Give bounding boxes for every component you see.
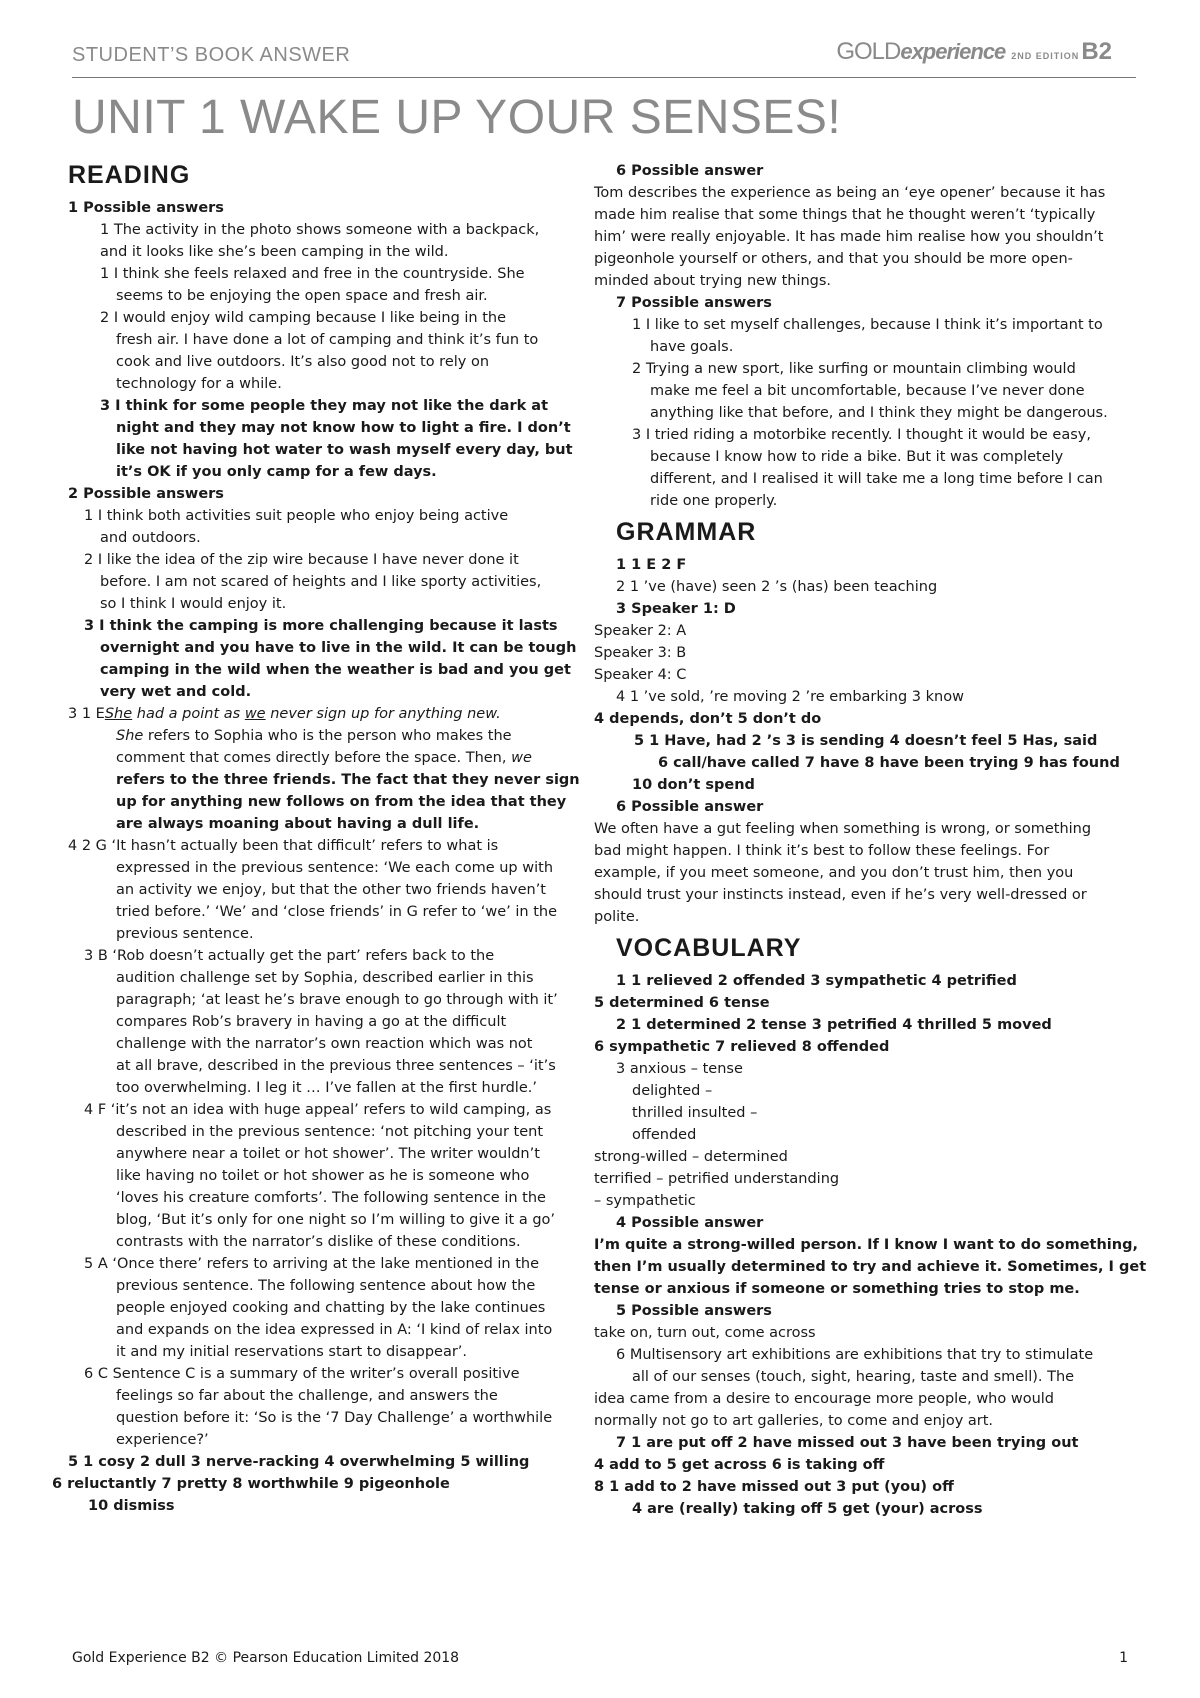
- answer-line: cook and live outdoors. It’s also good not to rely on: [116, 354, 490, 370]
- answer-line: 1 I like to set myself challenges, because I think it’s important to: [632, 317, 1103, 333]
- answer-line: 1 1 relieved 2 offended 3 sympathetic 4 petrified: [616, 973, 1017, 989]
- answer-line: described in the previous sentence: ‘not pitching your tent: [116, 1124, 544, 1140]
- answer-line: 2 1 ’ve (have) seen 2 ’s (has) been teaching: [616, 579, 938, 595]
- answer-line: delighted –: [632, 1083, 713, 1099]
- answer-line: 2 Possible answers: [68, 486, 224, 502]
- page-number: 1: [1119, 1650, 1128, 1666]
- answer-line: an activity we enjoy, but that the other two friends haven’t: [116, 882, 546, 898]
- answer-line: 3 anxious – tense: [616, 1061, 743, 1077]
- brand-level: B2: [1081, 38, 1112, 65]
- answer-line: 6 reluctantly 7 pretty 8 worthwhile 9 pigeonhole: [52, 1476, 450, 1492]
- answer-line: challenge with the narrator’s own reaction which was not: [116, 1036, 533, 1052]
- answer-line: She refers to Sophia who is the person who makes the: [116, 728, 512, 744]
- answer-line: 4 add to 5 get across 6 is taking off: [594, 1457, 885, 1473]
- answer-line: pigeonhole yourself or others, and that you should be more open-: [594, 251, 1073, 267]
- answer-line: 3 I think for some people they may not like the dark at: [100, 398, 549, 414]
- answer-line: 2 I like the idea of the zip wire because I have never done it: [84, 552, 519, 568]
- answer-line: idea came from a desire to encourage more people, who would: [594, 1391, 1054, 1407]
- vocabulary-heading: VOCABULARY: [616, 934, 802, 962]
- answer-line: too overwhelming. I leg it … I’ve fallen at the first hurdle.’: [116, 1080, 537, 1096]
- answer-line: overnight and you have to live in the wild. It can be tough: [100, 640, 577, 656]
- answer-line: 4 2 G ‘It hasn’t actually been that difficult’ refers to what is: [68, 838, 499, 854]
- answer-line: technology for a while.: [116, 376, 282, 392]
- answer-line: 3 B ‘Rob doesn’t actually get the part’ refers back to the: [84, 948, 495, 964]
- answer-line: different, and I realised it will take me a long time before I can: [650, 471, 1103, 487]
- brand-edition: 2ND EDITION: [1011, 51, 1080, 61]
- answer-line: and it looks like she’s been camping in the wild.: [100, 244, 449, 260]
- answer-line: 6 C Sentence C is a summary of the writer’s overall positive: [84, 1366, 520, 1382]
- answer-line: people enjoyed cooking and chatting by the lake continues: [116, 1300, 546, 1316]
- answer-line: Speaker 2: A: [594, 623, 687, 639]
- answer-line: 5 A ‘Once there’ refers to arriving at the lake mentioned in the: [84, 1256, 540, 1272]
- answer-line: 3 1 EShe had a point as we never sign up for anything new.: [68, 706, 501, 722]
- answer-line: 6 call/have called 7 have 8 have been trying 9 has found: [658, 755, 1120, 771]
- answer-line: make me feel a bit uncomfortable, because I’ve never done: [650, 383, 1085, 399]
- answer-line: have goals.: [650, 339, 734, 355]
- answer-line: 10 dismiss: [88, 1498, 175, 1514]
- answer-line: anywhere near a toilet or hot shower’. The writer wouldn’t: [116, 1146, 540, 1162]
- answer-line: very wet and cold.: [100, 684, 252, 700]
- answer-line: it’s OK if you only camp for a few days.: [116, 464, 437, 480]
- answer-line: thrilled insulted –: [632, 1105, 758, 1121]
- answer-line: expressed in the previous sentence: ‘We each come up with: [116, 860, 554, 876]
- answer-line: 5 Possible answers: [616, 1303, 772, 1319]
- right-column: [594, 160, 1147, 1520]
- answer-line: 10 don’t spend: [632, 777, 755, 793]
- grammar-heading: GRAMMAR: [616, 518, 757, 546]
- answer-line: audition challenge set by Sophia, described earlier in this: [116, 970, 534, 986]
- answer-line: previous sentence.: [116, 926, 254, 942]
- answer-line: night and they may not know how to light a fire. I don’t: [116, 420, 571, 436]
- answer-line: Speaker 3: B: [594, 645, 687, 661]
- answer-line: We often have a gut feeling when something is wrong, or something: [594, 821, 1092, 837]
- answer-line: – sympathetic: [594, 1193, 696, 1209]
- answer-line: him’ were really enjoyable. It has made him realise how you shouldn’t: [594, 229, 1104, 245]
- answer-line: 2 I would enjoy wild camping because I like being in the: [100, 310, 507, 326]
- answer-line: 3 I tried riding a motorbike recently. I thought it would be easy,: [632, 427, 1091, 443]
- answer-line: are always moaning about having a dull life.: [116, 816, 480, 832]
- answer-line: before. I am not scared of heights and I like sporty activities,: [100, 574, 542, 590]
- answer-line: 4 Possible answer: [616, 1215, 764, 1231]
- brand-experience: experience: [900, 39, 1006, 64]
- answer-line: paragraph; ‘at least he’s brave enough to go through with it’: [116, 992, 558, 1008]
- answer-line: Speaker 4: C: [594, 667, 687, 683]
- left-column: [52, 155, 582, 1517]
- answer-line: 8 1 add to 2 have missed out 3 put (you) off: [594, 1479, 954, 1495]
- header-label: STUDENT’S BOOK ANSWER: [72, 44, 351, 66]
- answer-line: fresh air. I have done a lot of camping and think it’s fun to: [116, 332, 539, 348]
- answer-line: 2 Trying a new sport, like surfing or mountain climbing would: [632, 361, 1076, 377]
- answer-line: like having no toilet or hot shower as he is someone who: [116, 1168, 530, 1184]
- answer-line: it and my initial reservations start to disappear’.: [116, 1344, 468, 1360]
- answer-line: ride one properly.: [650, 493, 778, 509]
- answer-line: 4 depends, don’t 5 don’t do: [594, 711, 822, 727]
- brand-logo: [836, 38, 1112, 66]
- answer-line: comment that comes directly before the space. Then, we: [116, 750, 532, 766]
- answer-line: tense or anxious if someone or something tries to stop me.: [594, 1281, 1080, 1297]
- answer-line: I’m quite a strong-willed person. If I know I want to do something,: [594, 1237, 1138, 1253]
- answer-line: because I know how to ride a bike. But it was completely: [650, 449, 1064, 465]
- answer-line: contrasts with the narrator’s dislike of these conditions.: [116, 1234, 521, 1250]
- footer-copyright: Gold Experience B2 © Pearson Education Limited 2018: [72, 1650, 460, 1666]
- answer-line: 4 F ‘it’s not an idea with huge appeal’ refers to wild camping, as: [84, 1102, 552, 1118]
- answer-line: Tom describes the experience as being an ‘eye opener’ because it has: [594, 185, 1106, 201]
- answer-line: all of our senses (touch, sight, hearing, taste and smell). The: [632, 1369, 1075, 1385]
- answer-line: normally not go to art galleries, to come and enjoy art.: [594, 1413, 994, 1429]
- answer-line: then I’m usually determined to try and achieve it. Sometimes, I get: [594, 1259, 1147, 1275]
- answer-line: 5 determined 6 tense: [594, 995, 770, 1011]
- answer-line: so I think I would enjoy it.: [100, 596, 287, 612]
- answer-line: experience?’: [116, 1432, 209, 1448]
- answer-line: like not having hot water to wash myself every day, but: [116, 442, 573, 458]
- brand-gold: GOLD: [836, 38, 901, 65]
- answer-line: 7 Possible answers: [616, 295, 772, 311]
- answer-line: blog, ‘But it’s only for one night so I’m willing to give it a go’: [116, 1212, 556, 1228]
- answer-line: 6 Possible answer: [616, 799, 764, 815]
- answer-line: 6 sympathetic 7 relieved 8 offended: [594, 1039, 890, 1055]
- answer-line: 4 are (really) taking off 5 get (your) across: [632, 1501, 983, 1517]
- answer-line: 4 1 ’ve sold, ’re moving 2 ’re embarking 3 know: [616, 689, 964, 705]
- answer-line: 6 Possible answer: [616, 163, 764, 179]
- answer-line: and outdoors.: [100, 530, 201, 546]
- answer-line: should trust your instincts instead, even if he’s very well-dressed or: [594, 887, 1087, 903]
- answer-line: at all brave, described in the previous three sentences – ‘it’s: [116, 1058, 556, 1074]
- answer-line: 5 1 Have, had 2 ’s 3 is sending 4 doesn’t feel 5 Has, said: [634, 733, 1098, 749]
- answer-line: feelings so far about the challenge, and answers the: [116, 1388, 498, 1404]
- answer-line: refers to the three friends. The fact that they never sign: [116, 772, 580, 788]
- answer-line: 2 1 determined 2 tense 3 petrified 4 thrilled 5 moved: [616, 1017, 1052, 1033]
- unit-title: UNIT 1 WAKE UP YOUR SENSES!: [72, 91, 842, 144]
- answer-line: 3 Speaker 1: D: [616, 601, 736, 617]
- answer-line: example, if you meet someone, and you don’t trust him, then you: [594, 865, 1074, 881]
- answer-line: 7 1 are put off 2 have missed out 3 have been trying out: [616, 1435, 1079, 1451]
- answer-line: tried before.’ ‘We’ and ‘close friends’ in G refer to ‘we’ in the: [116, 904, 558, 920]
- answer-line: and expands on the idea expressed in A: ‘I kind of relax into: [116, 1322, 553, 1338]
- answer-line: camping in the wild when the weather is bad and you get: [100, 662, 571, 678]
- answer-line: take on, turn out, come across: [594, 1325, 816, 1341]
- header-divider: [72, 77, 1136, 78]
- answer-line: bad might happen. I think it’s best to follow these feelings. For: [594, 843, 1050, 859]
- answer-line: previous sentence. The following sentence about how the: [116, 1278, 536, 1294]
- answer-line: minded about trying new things.: [594, 273, 832, 289]
- reading-heading: READING: [68, 161, 191, 189]
- answer-line: 3 I think the camping is more challenging because it lasts: [84, 618, 558, 634]
- answer-line: question before it: ‘So is the ‘7 Day Challenge’ a worthwhile: [116, 1410, 553, 1426]
- answer-line: strong-willed – determined: [594, 1149, 788, 1165]
- answer-line: 1 The activity in the photo shows someone with a backpack,: [100, 222, 540, 238]
- answer-line: anything like that before, and I think they might be dangerous.: [650, 405, 1108, 421]
- answer-line: ‘loves his creature comforts’. The following sentence in the: [116, 1190, 546, 1206]
- answer-line: seems to be enjoying the open space and fresh air.: [116, 288, 488, 304]
- answer-line: 1 I think both activities suit people who enjoy being active: [84, 508, 509, 524]
- answer-line: 1 Possible answers: [68, 200, 224, 216]
- answer-line: made him realise that some things that he thought weren’t ‘typically: [594, 207, 1096, 223]
- answer-line: 5 1 cosy 2 dull 3 nerve-racking 4 overwhelming 5 willing: [68, 1454, 530, 1470]
- answer-line: polite.: [594, 909, 640, 925]
- answer-line: offended: [632, 1127, 697, 1143]
- answer-line: compares Rob’s bravery in having a go at the difficult: [116, 1014, 507, 1030]
- answer-line: terrified – petrified understanding: [594, 1171, 840, 1187]
- answer-line: 1 1 E 2 F: [616, 557, 687, 573]
- answer-line: 6 Multisensory art exhibitions are exhibitions that try to stimulate: [616, 1347, 1094, 1363]
- answer-line: 1 I think she feels relaxed and free in the countryside. She: [100, 266, 525, 282]
- answer-line: up for anything new follows on from the idea that they: [116, 794, 567, 810]
